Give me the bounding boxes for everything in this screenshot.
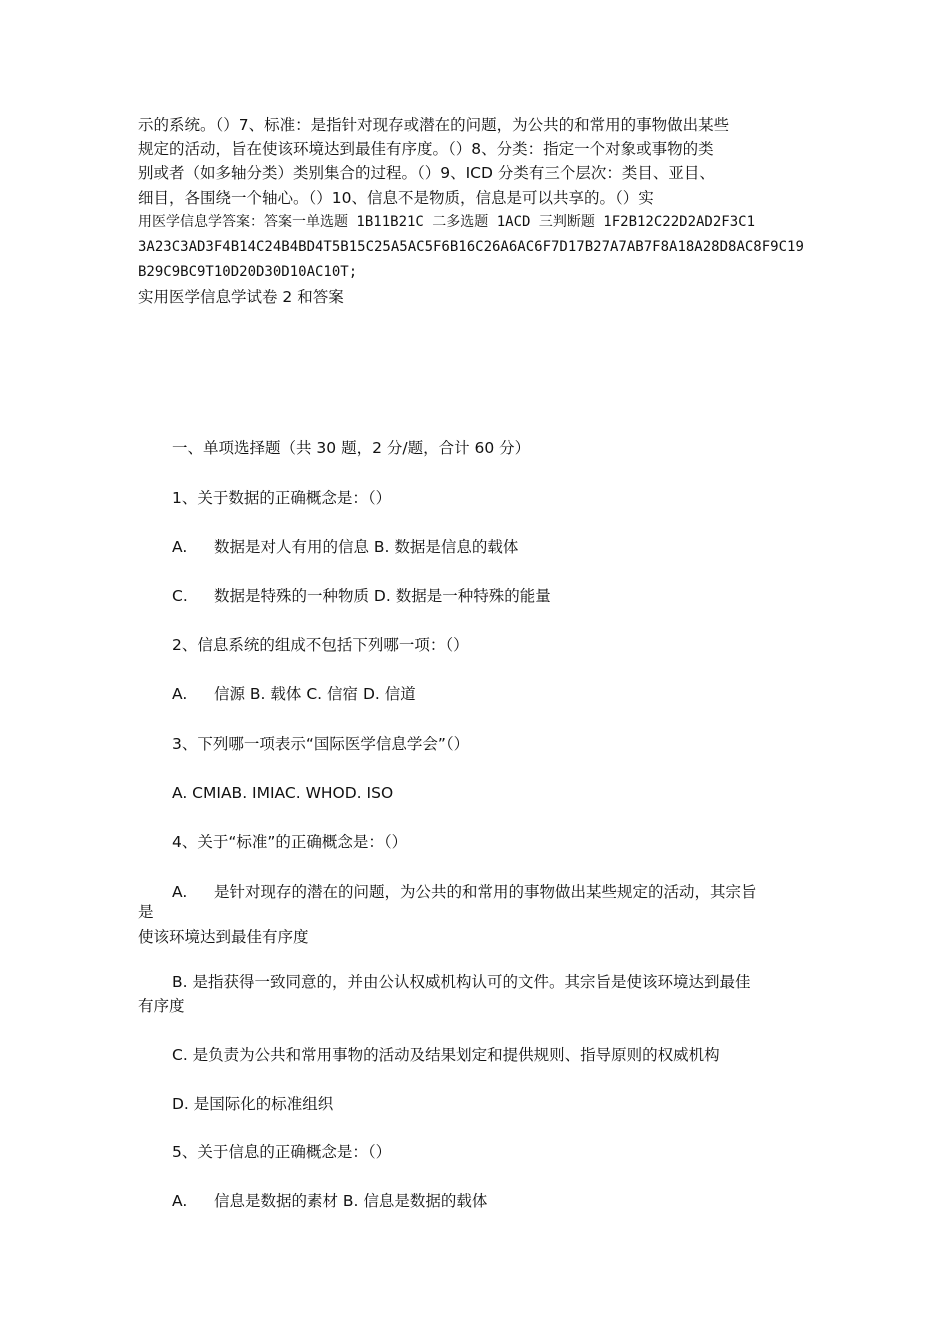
text-line: 规定的活动，旨在使该环境达到最佳有序度。（）8、分类：指定一个对象或事物的类: [138, 140, 714, 158]
option-continuation: 是: [138, 903, 154, 921]
option-letter: C.: [172, 587, 188, 605]
answer-option: C. 是负责为公共和常用事物的活动及结果划定和提供规则、指导原则的权威机构: [172, 1046, 720, 1064]
question-stem: 1、关于数据的正确概念是：（）: [172, 489, 392, 507]
option-text: 信源 B. 载体 C. 信宿 D. 信道: [214, 685, 416, 703]
option-letter: A.: [172, 1192, 188, 1210]
option-text: 是针对现存的潜在的问题，为公共的和常用的事物做出某些规定的活动，其宗旨: [214, 883, 757, 901]
text-line: 细目，各围绕一个轴心。（）10、信息不是物质，信息是可以共享的。（）实: [138, 189, 654, 207]
answer-option: [172, 684, 416, 704]
answer-option: D. 是国际化的标准组织: [172, 1095, 334, 1113]
option-continuation: 使该环境达到最佳有序度: [138, 928, 309, 946]
paper-title: 实用医学信息学试卷 2 和答案: [138, 288, 344, 306]
question-stem: 4、关于“标准”的正确概念是：（）: [172, 833, 408, 851]
option-letter: A.: [172, 685, 188, 703]
option-text: 数据是对人有用的信息 B. 数据是信息的载体: [214, 538, 519, 556]
answer-key-line: 用医学信息学答案：答案一单选题 1B11B21C 二多选题 1ACD 三判断题 1F2B12C22D2AD2F3C1: [138, 214, 756, 230]
question-stem: 3、下列哪一项表示“国际医学信息学会”（）: [172, 735, 470, 753]
answer-option: [172, 537, 518, 557]
answer-option: [172, 586, 551, 606]
answer-option: B. 是指获得一致同意的，并由公认权威机构认可的文件。其宗旨是使该环境达到最佳: [172, 973, 751, 991]
option-text: 信息是数据的素材 B. 信息是数据的载体: [214, 1192, 488, 1210]
question-stem: 5、关于信息的正确概念是：（）: [172, 1143, 392, 1161]
question-stem: 2、信息系统的组成不包括下列哪一项：（）: [172, 636, 469, 654]
answer-option: [172, 882, 757, 902]
option-continuation: 有序度: [138, 997, 185, 1015]
section-heading: 一、单项选择题（共 30 题，2 分/题，合计 60 分）: [172, 439, 531, 457]
option-letter: A.: [172, 883, 188, 901]
answer-key-line: B29C9BC9T10D20D30D10AC10T;: [138, 264, 358, 280]
answer-option: A. CMIAB. IMIAC. WHOD. ISO: [172, 784, 394, 802]
answer-key-line: 3A23C3AD3F4B14C24B4BD4T5B15C25A5AC5F6B16C26A6AC6F7D17B27A7AB7F8A18A28D8AC8F9C19: [138, 239, 804, 255]
option-letter: A.: [172, 538, 188, 556]
answer-option: [172, 1191, 487, 1211]
text-line: 示的系统。（）7、标准：是指针对现存或潜在的问题，为公共的和常用的事物做出某些: [138, 116, 730, 134]
text-line: 别或者（如多轴分类）类别集合的过程。（）9、ICD 分类有三个层次：类目、亚目、: [138, 164, 715, 182]
option-text: 数据是特殊的一种物质 D. 数据是一种特殊的能量: [214, 587, 551, 605]
